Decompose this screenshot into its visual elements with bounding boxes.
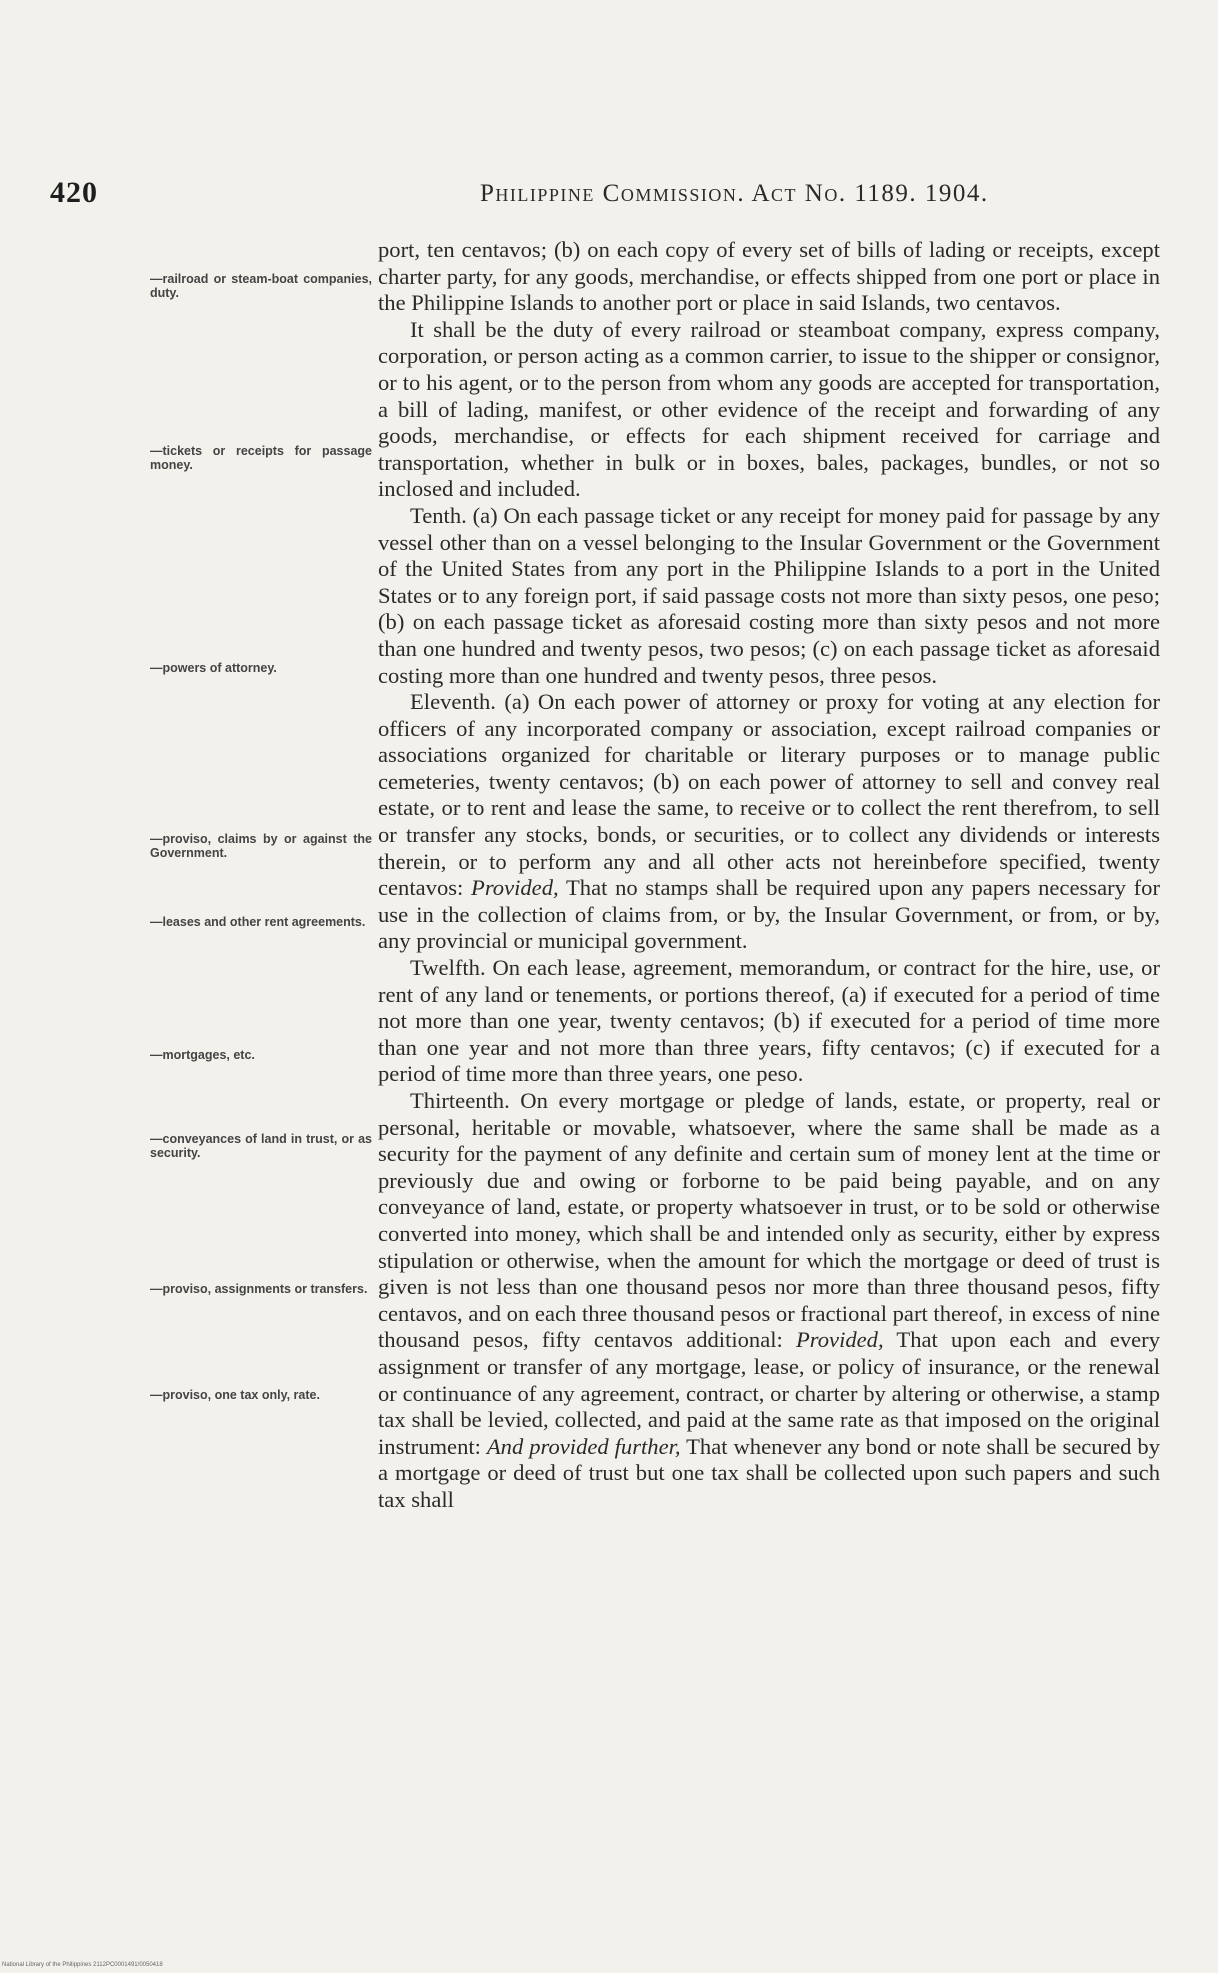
- margin-note-passage-tickets: —tickets or receipts for passage money.: [150, 444, 372, 472]
- margin-note-railroad-duty: —railroad or steam-boat companies, duty.: [150, 272, 372, 300]
- margin-note-proviso-assignments: —proviso, assignments or transfers.: [150, 1282, 368, 1296]
- margin-note-conveyances: —conveyances of land in trust, or as security.: [150, 1132, 372, 1160]
- paragraph-tenth: Tenth. (a) On each passage ticket or any receipt for money paid for passage by any vessel other than on a vessel belonging to the Insular Government or the Government of the United States from any port in the Philippine Islands to a port in the United States or to any foreign port, if said passage costs not more than sixty pesos, one peso; (b) on each passage ticket as aforesaid costing more than sixty pesos and not more than one hundred and twenty pesos, two pesos; (c) on each passage ticket as aforesaid costing more than one hundred and twenty pesos, three pesos.: [378, 502, 1160, 688]
- margin-note-mortgages: —mortgages, etc.: [150, 1048, 255, 1062]
- body-text: [378, 237, 1160, 1514]
- paragraph-carrier-duty: It shall be the duty of every railroad or steamboat company, express company, corporation, or person acting as a common carrier, to issue to the shipper or consignor, or to his agent, or to the person from whom any goods are accepted for transportation, a bill of lading, manifest, or other evidence of the receipt and forwarding of any goods, merchandise, or effects for each shipment received for carriage and transportation, whether in bulk or in boxes, bales, packages, bundles, or not so inclosed and included.: [378, 316, 1160, 502]
- proviso-term: And provided further,: [486, 1433, 681, 1459]
- margin-note-proviso-claims: —proviso, claims by or against the Government.: [150, 832, 372, 860]
- paragraph-bills-of-lading: port, ten centavos; (b) on each copy of every set of bills of lading or receipts, except charter party, for any goods, merchandise, or effects shipped from one port or place in the Philippine Islands to another port or place in said Islands, two centavos.: [378, 237, 1160, 316]
- running-head: Philippine Commission. Act No. 1189. 1904.: [480, 180, 989, 207]
- margin-note-leases: —leases and other rent agreements.: [150, 915, 366, 929]
- paragraph-thirteenth: [378, 1088, 1160, 1514]
- paragraph-text: Thirteenth. On every mortgage or pledge of lands, estate, or property, real or personal, heritable or movable, whatsoever, where the same shall be made as a security for the payment of any definite and certain sum of money lent at the time or previously due and owing or forborne to be paid being payable, and on any conveyance of land, estate, or property whatsoever in trust, or to be sold or otherwise converted into money, which shall be and intended only as security, either by express stipulation or otherwise, when the amount for which the mortgage or deed of trust is given is not less than one thousand pesos nor more than three thousand pesos, fifty centavos, and on each three thousand pesos or fractional part thereof, in excess of nine thousand pesos, fifty centavos additional:: [378, 1088, 1160, 1353]
- paragraph-text: Eleventh. (a) On each power of attorney or proxy for voting at any election for officers of any incorporated company or association, except railroad companies or associations organized for charitable or literary purposes or to manage public cemeteries, twenty centavos; (b) on each power of attorney to sell and convey real estate, or to rent and lease the same, to receive or to collect the rent therefrom, to sell or transfer any stocks, bonds, or securities, or to collect any dividends or interests therein, or to perform any and all other acts not hereinbefore specified, twenty centavos:: [378, 689, 1160, 901]
- paragraph-text: That upon each and every assignment or transfer of any mortgage, lease, or policy of insurance, or the renewal or continuance of any agreement, contract, or charter by altering or otherwise, a stamp tax shall be levied, collected, and paid at the same rate as that imposed on the original instrument:: [378, 1327, 1160, 1459]
- margin-note-powers-of-attorney: —powers of attorney.: [150, 661, 277, 675]
- proviso-term: Provided,: [796, 1327, 884, 1353]
- proviso-term: Provided,: [471, 875, 559, 901]
- page-number: 420: [50, 176, 98, 209]
- paragraph-eleventh: [378, 689, 1160, 955]
- paragraph-twelfth: Twelfth. On each lease, agreement, memorandum, or contract for the hire, use, or rent of any land or tenements, or portions thereof, (a) if executed for a period of time not more than one year, twenty centavos; (b) if executed for a period of time more than one year and not more than three years, fifty centavos; (c) if executed for a period of time more than three years, one peso.: [378, 955, 1160, 1087]
- margin-note-proviso-one-tax: —proviso, one tax only, rate.: [150, 1388, 320, 1402]
- footer-credit: National Library of the Philippines 2112PC0001491/0050418: [2, 1962, 163, 1968]
- paragraph-text: That whenever any bond or note shall be secured by a mortgage or deed of trust but one tax shall be collected upon such papers and such tax shall: [378, 1433, 1160, 1512]
- paragraph-text: That no stamps shall be required upon any papers necessary for use in the collection of claims from, or by, the Insular Government, or from, or by, any provincial or municipal government.: [378, 875, 1160, 954]
